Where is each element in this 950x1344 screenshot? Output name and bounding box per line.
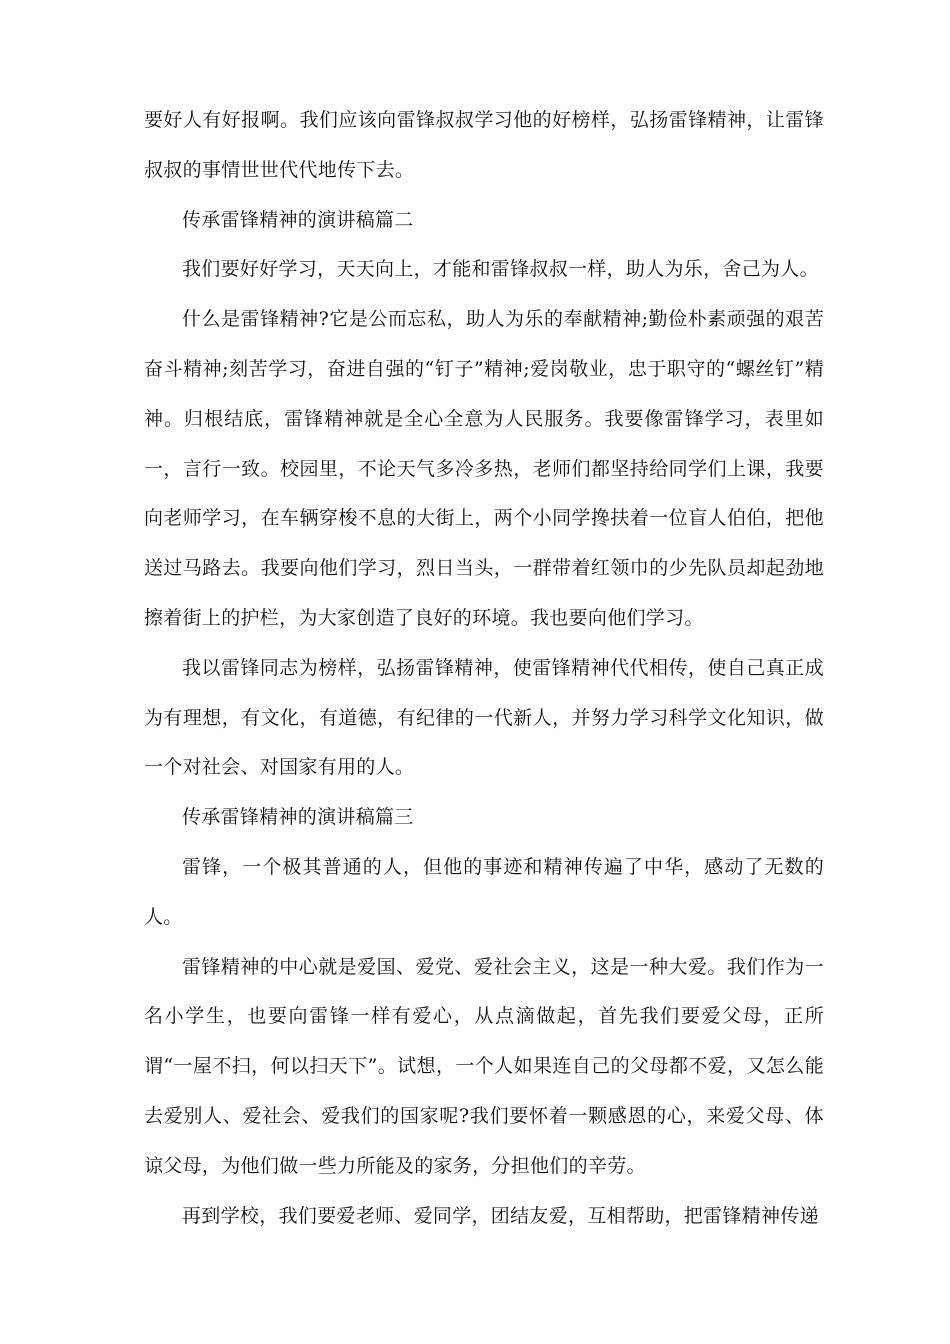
document-page <box>144 96 824 1241</box>
paragraph: 什么是雷锋精神?它是公而忘私，助人为乐的奉献精神;勤俭朴素顽强的艰苦奋斗精神;刻苦学习，奋进自强的“钉子”精神;爱岗敬业，忠于职守的“螺丝钉”精神。归根结底，雷锋精神就是全心全意为人民服务。我要像雷锋学习，表里如一，言行一致。校园里，不论天气多冷多热，老师们都坚持给同学们上课，我要向老师学习，在车辆穿梭不息的大街上，两个小同学搀扶着一位盲人伯伯，把他送过马路去。我要向他们学习，烈日当头，一群带着红领巾的少先队员却起劲地擦着街上的护栏，为大家创造了良好的环境。我也要向他们学习。 <box>144 308 824 629</box>
paragraph: 我以雷锋同志为榜样，弘扬雷锋精神，使雷锋精神代代相传，使自己真正成为有理想，有文化，有道德，有纪律的一代新人，并努力学习科学文化知识，做一个对社会、对国家有用的人。 <box>144 656 824 779</box>
paragraph-continuation: 要好人有好报啊。我们应该向雷锋叔叔学习他的好榜样，弘扬雷锋精神，让雷锋叔叔的事情世世代代地传下去。 <box>144 109 824 181</box>
paragraph: 雷锋，一个极其普通的人，但他的事迹和精神传遍了中华，感动了无数的人。 <box>144 855 824 928</box>
section-heading-2: 传承雷锋精神的演讲稿篇二 <box>182 208 414 231</box>
section-heading-3: 传承雷锋精神的演讲稿篇三 <box>182 806 414 829</box>
paragraph: 我们要好好学习，天天向上，才能和雷锋叔叔一样，助人为乐，舍己为人。 <box>182 258 819 281</box>
paragraph: 再到学校，我们要爱老师、爱同学，团结友爱，互相帮助，把雷锋精神传递 <box>182 1204 819 1227</box>
paragraph: 雷锋精神的中心就是爱国、爱党、爱社会主义，这是一种大爱。我们作为一名小学生，也要向雷锋一样有爱心，从点滴做起，首先我们要爱父母，正所谓“一屋不扫，何以扫天下”。试想，一个人如果连自己的父母都不爱，又怎么能去爱别人、爱社会、爱我们的国家呢?我们要怀着一颗感恩的心，来爱父母、体谅父母，为他们做一些力所能及的家务，分担他们的辛劳。 <box>144 955 824 1177</box>
